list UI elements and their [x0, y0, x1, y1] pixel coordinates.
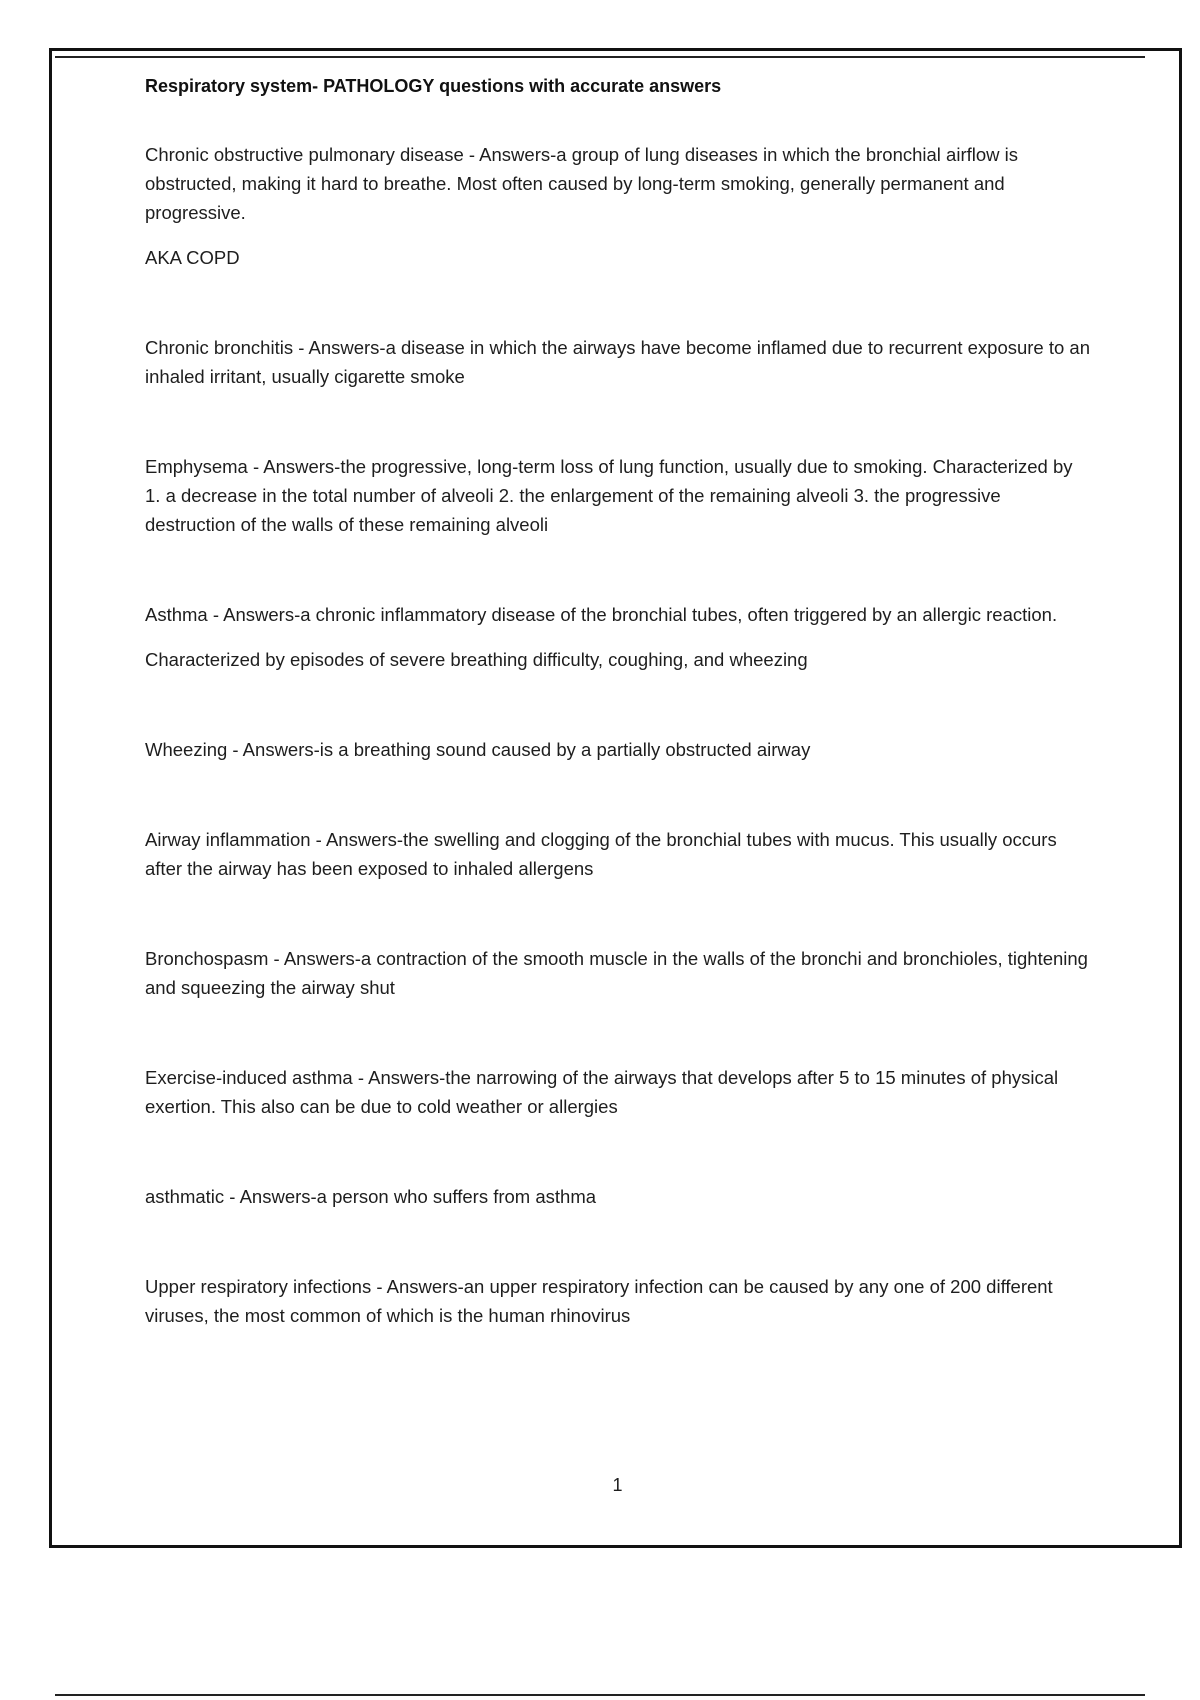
entry-upper-respiratory-infections — [145, 1272, 1090, 1330]
entry-emphysema — [145, 452, 1090, 539]
entry-text: Chronic bronchitis - Answers-a disease in which the airways have become inflamed due to recurrent exposure to an inhaled irritant, usually cigarette smoke — [145, 337, 1091, 387]
entry-bronchospasm — [145, 944, 1090, 1002]
entry-text: Asthma - Answers-a chronic inflammatory disease of the bronchial tubes, often triggered by an allergic reaction. — [145, 604, 1058, 625]
entry-exercise-induced-asthma — [145, 1063, 1090, 1121]
entry-text: asthmatic - Answers-a person who suffers from asthma — [145, 1186, 597, 1207]
page-number: 1 — [612, 1475, 623, 1495]
top-rule — [55, 56, 1145, 58]
document-body — [145, 72, 1090, 1330]
entry-text: Exercise-induced asthma - Answers-the narrowing of the airways that develops after 5 to 15 minutes of physical exertion. This also can be due to cold weather or allergies — [145, 1067, 1059, 1117]
entry-asthma — [145, 600, 1090, 674]
entry-wheezing — [145, 735, 1090, 764]
entry-text: Bronchospasm - Answers-a contraction of the smooth muscle in the walls of the bronchi and bronchioles, tightening and squeezing the airway shut — [145, 948, 1088, 998]
entry-text: Upper respiratory infections - Answers-an upper respiratory infection can be caused by any one of 200 different viruses, the most common of which is the human rhinovirus — [145, 1276, 1053, 1326]
entry-text: Wheezing - Answers-is a breathing sound caused by a partially obstructed airway — [145, 739, 811, 760]
entry-chronic-bronchitis — [145, 333, 1090, 391]
entry-copd — [145, 140, 1090, 272]
entry-extra: Characterized by episodes of severe breathing difficulty, coughing, and wheezing — [145, 649, 808, 670]
document-title: Respiratory system- PATHOLOGY questions with accurate answers — [145, 76, 722, 96]
entry-airway-inflammation — [145, 825, 1090, 883]
entry-asthmatic — [145, 1182, 1090, 1211]
entry-text: Chronic obstructive pulmonary disease - Answers-a group of lung diseases in which the bronchial airflow is obstructed, making it hard to breathe. Most often caused by long-term smoking, generally permanent and progressive. — [145, 144, 1019, 223]
entry-extra: AKA COPD — [145, 247, 240, 268]
entry-text: Airway inflammation - Answers-the swelling and clogging of the bronchial tubes with mucus. This usually occurs after the airway has been exposed to inhaled allergens — [145, 829, 1057, 879]
bottom-rule — [55, 1694, 1145, 1696]
entry-text: Emphysema - Answers-the progressive, long-term loss of lung function, usually due to smoking. Characterized by 1. a decrease in the total number of alveoli 2. the enlargement of the remaining alveoli 3. the progressive destruction of the walls of these remaining alveoli — [145, 456, 1073, 535]
